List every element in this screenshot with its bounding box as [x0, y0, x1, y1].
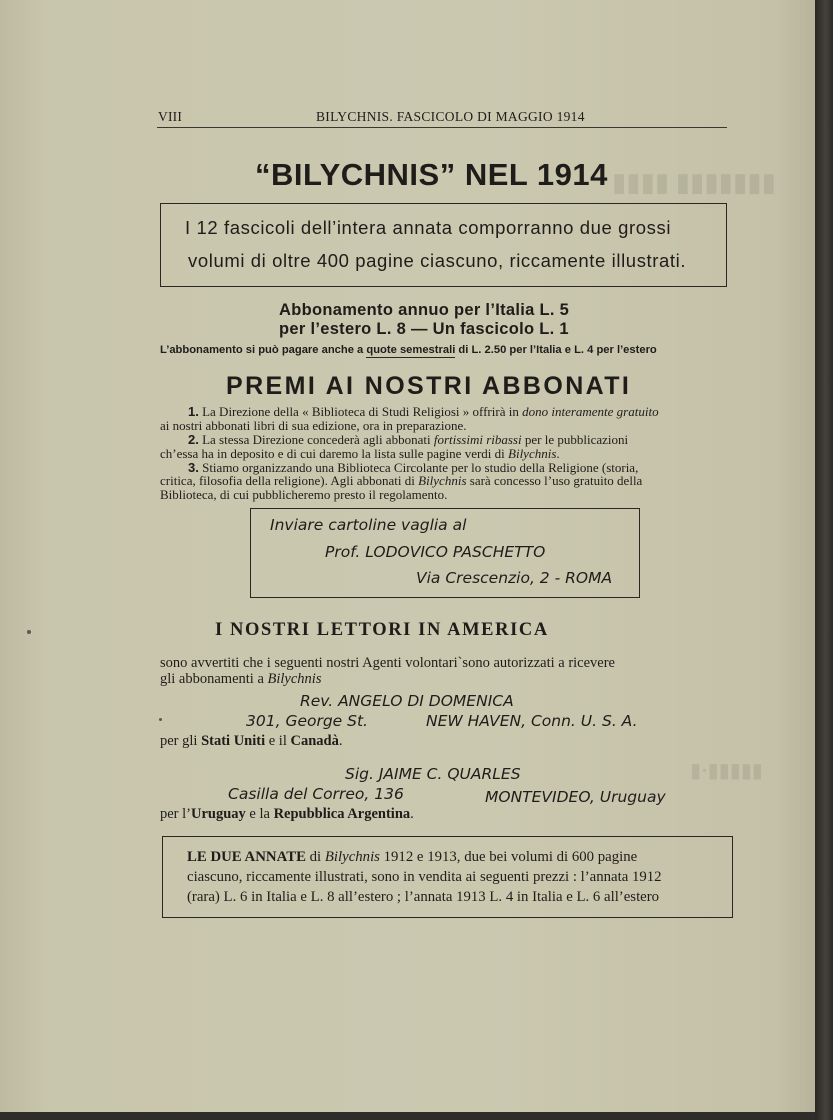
- premio-1-line2: ai nostri abbonati libri di sua edizione, ora in preparazione.: [160, 418, 467, 433]
- subscription-abroad: per l’estero L. 8 — Un fascicolo L. 1: [279, 320, 569, 338]
- premio-2-line2: [160, 447, 560, 460]
- annate-text: di: [305, 849, 325, 865]
- note-underlined: quote semestrali: [366, 344, 456, 356]
- intro-italic: Bilychnis: [267, 671, 322, 687]
- vaglia-name: Prof. LODOVICO PASCHETTO: [325, 543, 546, 561]
- agent2-city: MONTEVIDEO, Uruguay: [485, 788, 666, 806]
- region-bold: Canadà: [290, 733, 339, 749]
- region-text: per l’: [160, 806, 191, 822]
- agent2-name: Sig. JAIME C. QUARLES: [345, 765, 521, 783]
- region-bold: Uruguay: [191, 806, 246, 822]
- region-bold: Repubblica Argentina: [273, 806, 411, 822]
- intro-text: gli abbonamenti a: [160, 671, 268, 687]
- item-number: 1.: [188, 404, 199, 419]
- agent1-region: [160, 733, 342, 750]
- item-text: ch’essa ha in deposito e di cui daremo la lista sulle pagine verdi di: [160, 446, 509, 461]
- annate-italic: Bilychnis: [324, 849, 380, 865]
- agent1-name: Rev. ANGELO DI DOMENICA: [300, 692, 514, 710]
- header-rule: [157, 127, 727, 128]
- item-text: La stessa Direzione concederà agli abbonati: [198, 432, 434, 447]
- premio-2-line1: [188, 433, 628, 446]
- america-heading: I NOSTRI LETTORI IN AMERICA: [215, 620, 549, 640]
- item-number: 3.: [188, 460, 199, 475]
- region-text: per gli: [160, 733, 202, 749]
- item-text: critica, filosofia della religione). Agli abbonati di: [160, 473, 419, 488]
- annate-line2: ciascuno, riccamente illustrati, sono in vendita ai seguenti prezzi : l’annata 1912: [187, 869, 662, 885]
- premio-3-line2: [160, 474, 642, 487]
- item-text: per le pubblicazioni: [521, 432, 629, 447]
- region-text: e la: [245, 806, 274, 822]
- note-text: di L. 2.50 per l’Italia e L. 4 per l’estero: [455, 344, 657, 356]
- paper-speck: [159, 718, 162, 721]
- item-italic: Bilychnis: [418, 473, 467, 488]
- subscription-italy: Abbonamento annuo per l’Italia L. 5: [279, 301, 570, 319]
- region-text: .: [410, 806, 414, 822]
- book-bottom-edge: [0, 1112, 815, 1120]
- item-italic: fortissimi ribassi: [433, 432, 522, 447]
- item-number: 2.: [188, 432, 199, 447]
- subscription-semester-note: [160, 344, 657, 356]
- region-text: .: [338, 733, 343, 749]
- agent1-city: NEW HAVEN, Conn. U. S. A.: [426, 712, 638, 730]
- agent1-street: 301, George St.: [246, 712, 368, 730]
- annate-bold: LE DUE ANNATE: [187, 849, 306, 865]
- note-text: L’abbonamento si può pagare anche a: [160, 344, 367, 356]
- america-intro-line1: sono avvertiti che i seguenti nostri Agenti volontari`sono autorizzati a ricevere: [160, 655, 615, 671]
- book-spine-edge: [815, 0, 833, 1120]
- premio-1-line1: [188, 405, 659, 418]
- show-through-decoration: ▮▮▮▮ ▮▮▮▮▮▮▮: [612, 168, 776, 197]
- annate-line1: [187, 849, 637, 866]
- page-number: VIII: [158, 109, 183, 124]
- premio-3-line3: Biblioteca, di cui pubblicheremo presto il regolamento.: [160, 487, 448, 502]
- item-italic: Bilychnis: [508, 446, 557, 461]
- page-title: “BILYCHNIS” NEL 1914: [255, 157, 608, 192]
- agent2-region: [160, 806, 414, 823]
- item-text: La Direzione della « Biblioteca di Studi Religiosi » offrirà in: [198, 404, 523, 419]
- annate-text: 1912 e 1913, due bei volumi di 600 pagine: [379, 849, 638, 865]
- show-through-decoration: ▮·▮▮▮▮▮: [690, 760, 763, 782]
- item-text: sarà concesso l’uso gratuito della: [466, 473, 643, 488]
- annate-line3: (rara) L. 6 in Italia e L. 8 all’estero ; l’annata 1913 L. 4 in Italia e L. 6 all’estero: [187, 889, 660, 905]
- vaglia-line1: Inviare cartoline vaglia al: [270, 516, 467, 534]
- vaglia-address: Via Crescenzio, 2 - ROMA: [416, 569, 613, 587]
- america-intro-line2: [160, 671, 321, 688]
- annata-box-line2: volumi di oltre 400 pagine ciascuno, riccamente illustrati.: [188, 250, 687, 271]
- item-text: .: [556, 446, 560, 461]
- agent2-street: Casilla del Correo, 136: [228, 785, 404, 803]
- paper-speck: [27, 630, 31, 634]
- running-title: BILYCHNIS. FASCICOLO DI MAGGIO 1914: [316, 109, 585, 124]
- premi-heading: PREMI AI NOSTRI ABBONATI: [226, 372, 632, 400]
- region-text: e il: [265, 733, 291, 749]
- annata-box-line1: I 12 fascicoli dell’intera annata comporranno due grossi: [185, 217, 672, 238]
- item-italic: dono interamente gratuito: [522, 404, 659, 419]
- annata-box: [160, 203, 727, 287]
- region-bold: Stati Uniti: [201, 733, 266, 749]
- item-text: Stiamo organizzando una Biblioteca Circolante per lo studio della Religione (storia,: [198, 460, 639, 475]
